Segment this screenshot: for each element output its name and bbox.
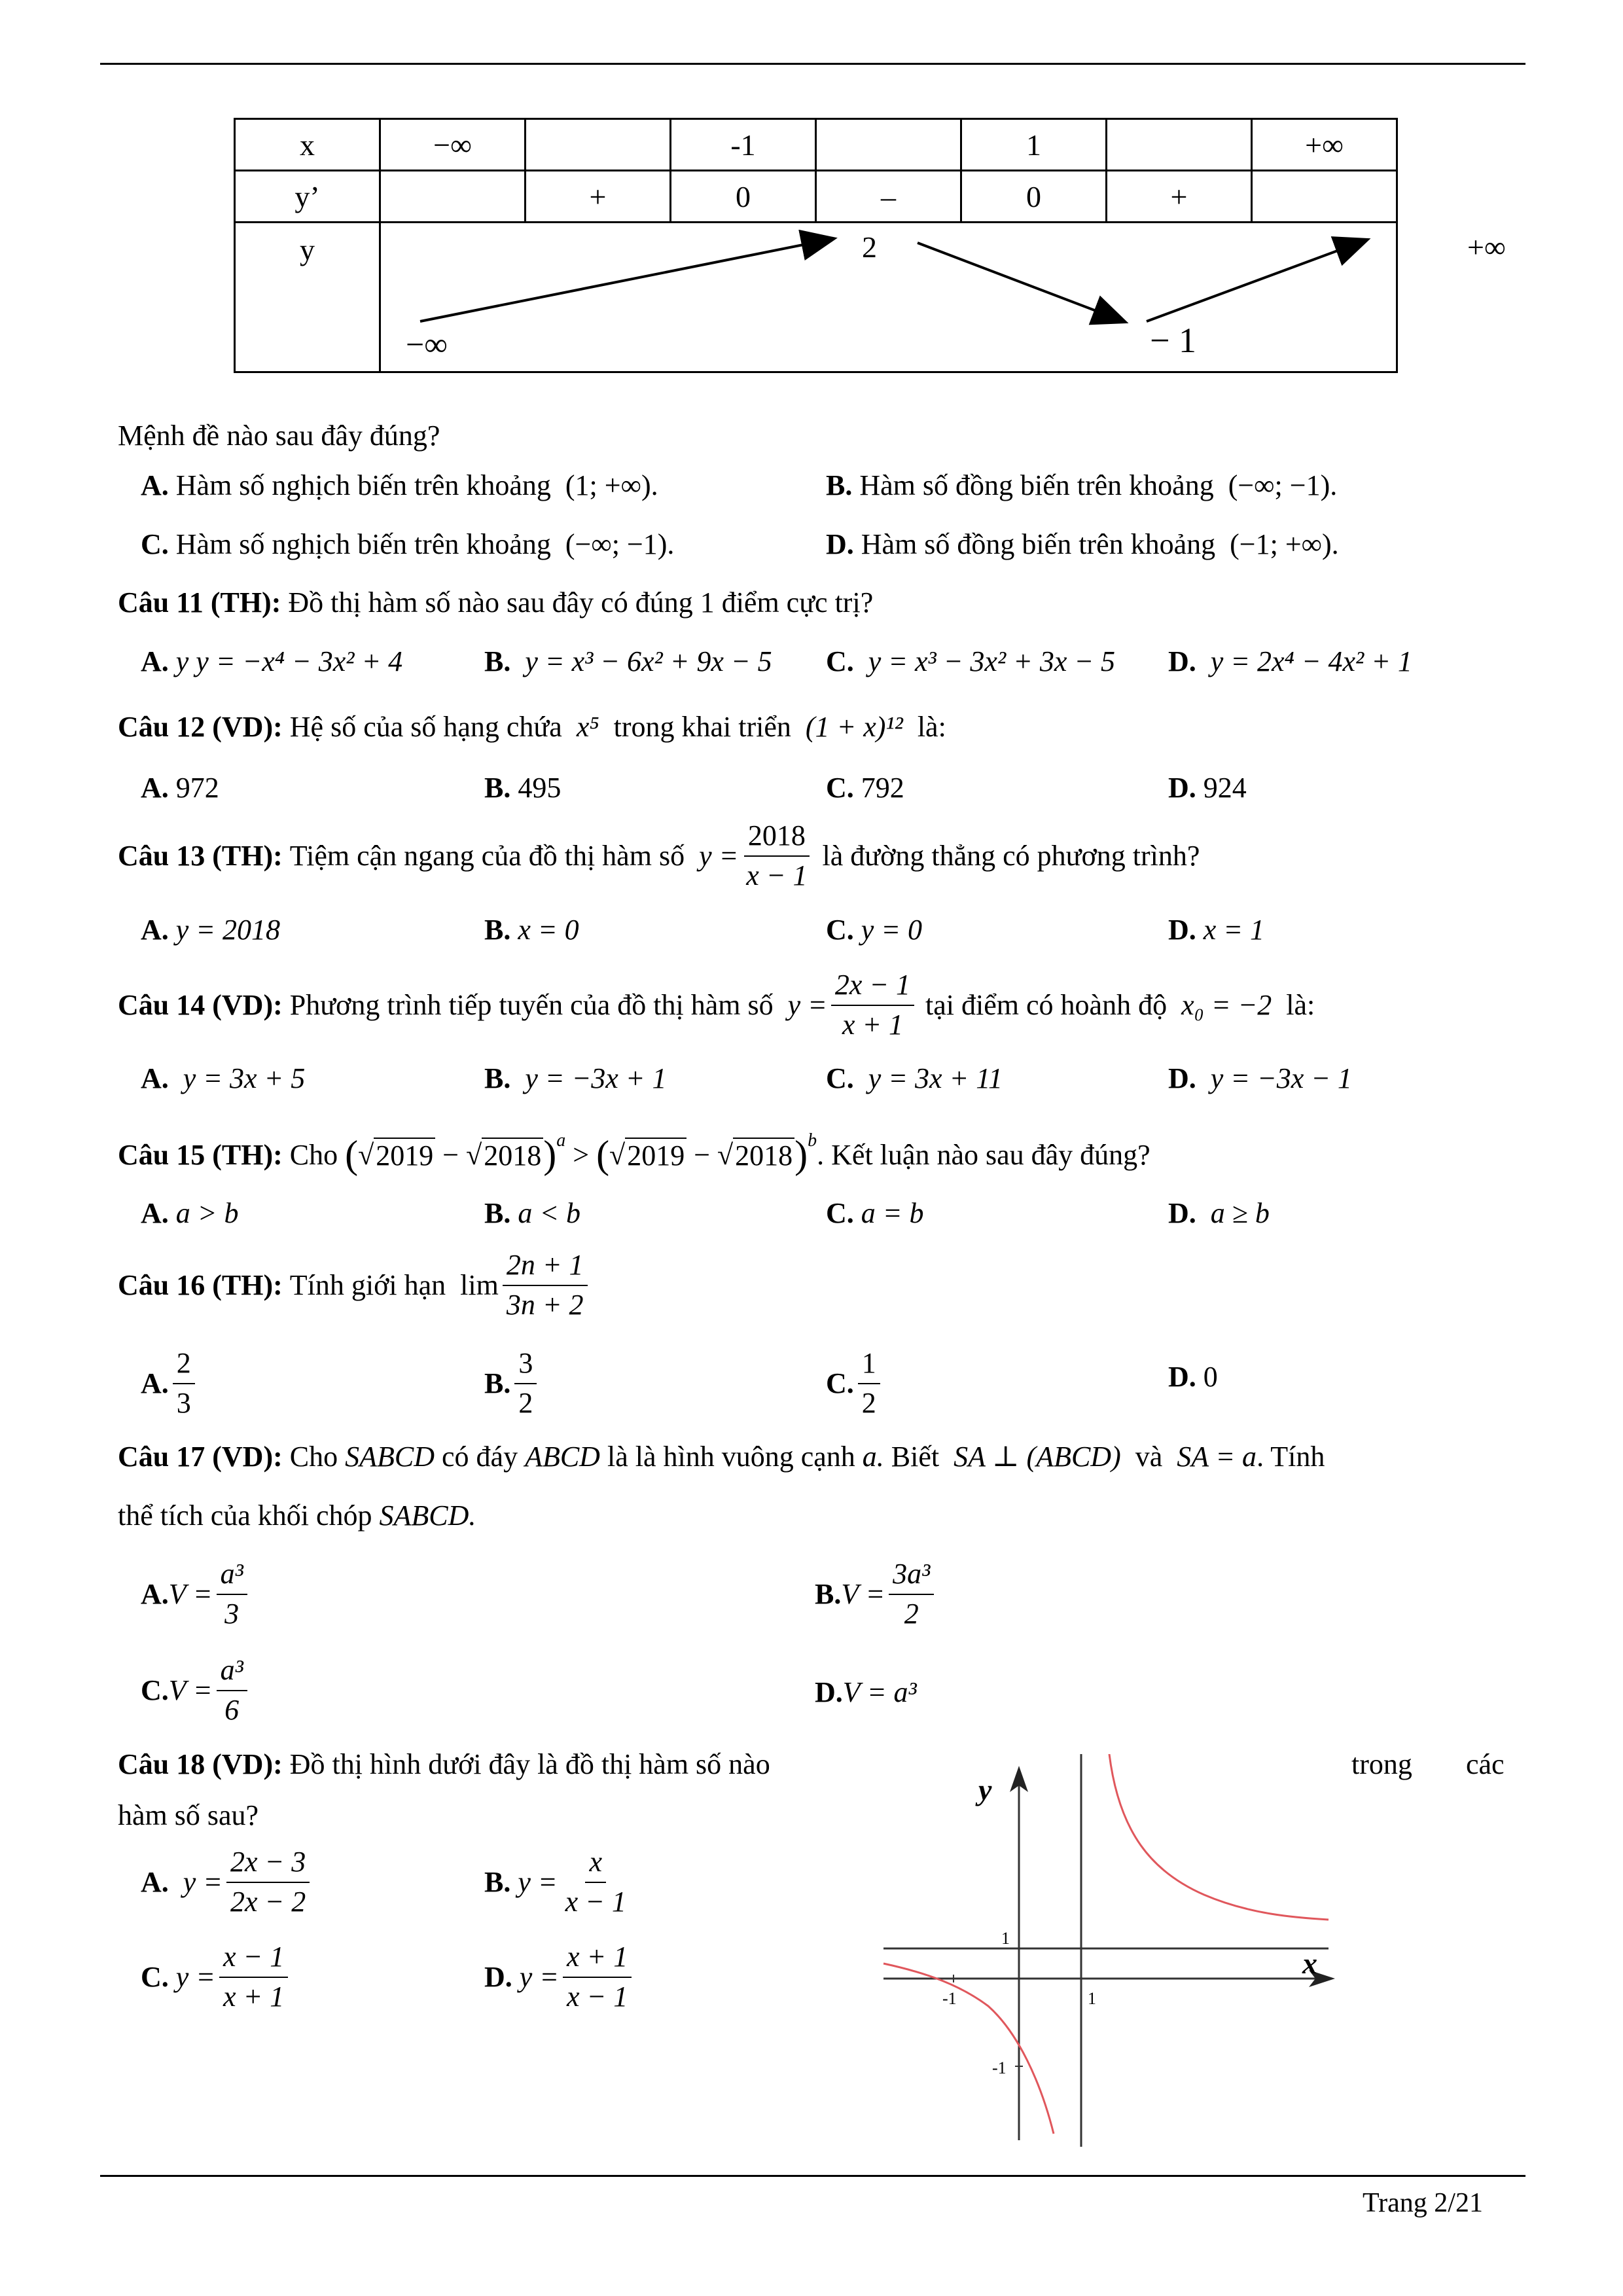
q12-option-b: B. 495 xyxy=(484,772,562,804)
q18-word-cac: các xyxy=(1466,1748,1505,1780)
yprime-label: y’ xyxy=(235,171,380,223)
x-value: −∞ xyxy=(380,119,526,171)
x-value: +∞ xyxy=(1252,119,1397,171)
q16-option-d: D. 0 xyxy=(1168,1361,1218,1393)
q12-question: Câu 12 (VD): Hệ số của số hạng chứa x⁵ trong khai triển (1 + x)¹² là: xyxy=(118,711,946,743)
yprime-sign: 0 xyxy=(671,171,816,223)
q14-option-b: B. y = −3x + 1 xyxy=(484,1062,667,1094)
q15-option-b: B. a < b xyxy=(484,1197,581,1229)
q17-option-b: B. V = $\frac{\text{3a³}}{2}$ xyxy=(815,1558,938,1630)
q16-option-c: C. $\frac{1}{2}$ xyxy=(826,1347,884,1420)
q17-question-line2: thể tích của khối chóp SABCD. xyxy=(118,1499,476,1532)
top-rule xyxy=(100,63,1525,65)
q17-option-a: A. V = $\frac{\text{a³}}{3}$ xyxy=(141,1558,251,1630)
q16-option-a: A. $\frac{2}{3}$ xyxy=(141,1347,199,1420)
x-value: -1 xyxy=(671,119,816,171)
q13-option-a: A. y = 2018 xyxy=(141,914,281,946)
yprime-sign: + xyxy=(1107,171,1252,223)
y-value-min: − 1 xyxy=(1150,321,1196,360)
tick-label: -1 xyxy=(942,1989,957,2008)
q11-option-b: B. y = x³ − 6x² + 9x − 5 xyxy=(484,645,772,677)
y-variation xyxy=(380,223,1506,372)
q18-word-trong: trong xyxy=(1351,1748,1412,1780)
q10-option-d: D. Hàm số đồng biến trên khoảng (−1; +∞). xyxy=(826,528,1339,560)
q18-option-a: A. y = $\frac{2x - 3}{2x - 2}$ xyxy=(141,1846,313,1918)
y-value-plus-inf: +∞ xyxy=(1467,230,1506,264)
q15-option-a: A. a > b xyxy=(141,1197,239,1229)
yprime-sign: 0 xyxy=(961,171,1107,223)
hyperbola-right-branch xyxy=(1109,1754,1329,1920)
hyperbola-graph xyxy=(877,1754,1342,2147)
q18-option-c: C. y = $\frac{x - 1}{x + 1}$ xyxy=(141,1941,292,2013)
arrow-up-1 xyxy=(420,239,832,321)
variation-table xyxy=(234,118,1506,373)
q15-option-d: D. a ≥ b xyxy=(1168,1197,1270,1229)
q17-option-d: D. V = a³ xyxy=(815,1676,917,1708)
q13-question: Câu 13 (TH): Tiệm cận ngang của đồ thị hàm số y = $\frac{2018}{x - 1}$ là đường thẳng có phương trình? xyxy=(118,819,1200,891)
q17-question-line1: Câu 17 (VD): Cho SABCD có đáy ABCD là là hình vuông cạnh a. Biết SA ⊥ (ABCD) và SA = a. Tính xyxy=(118,1441,1325,1473)
tick-label: 1 xyxy=(1088,1989,1096,2008)
q10-option-a: A. Hàm số nghịch biến trên khoảng (1; +∞). xyxy=(141,469,658,501)
q14-option-d: D. y = −3x − 1 xyxy=(1168,1062,1352,1094)
q18-question-line1: Câu 18 (VD): Đồ thị hình dưới đây là đồ thị hàm số nào xyxy=(118,1748,770,1780)
q10-option-c: C. Hàm số nghịch biến trên khoảng (−∞; −1). xyxy=(141,528,675,560)
q11-option-a: A. y y = −x⁴ − 3x² + 4 xyxy=(141,645,403,677)
x-value: 1 xyxy=(961,119,1107,171)
q13-option-c: C. y = 0 xyxy=(826,914,923,946)
q18-option-b: B. y = $\frac{x}{x - 1}$ xyxy=(484,1846,626,1918)
arrow-up-2 xyxy=(1147,240,1366,321)
q11-option-d: D. y = 2x⁴ − 4x² + 1 xyxy=(1168,645,1412,677)
y-value-minus-inf: −∞ xyxy=(406,326,448,363)
q11-question: Câu 11 (TH): Đồ thị hàm số nào sau đây có đúng 1 điểm cực trị? xyxy=(118,586,874,619)
q12-option-c: C. 792 xyxy=(826,772,904,804)
y-axis-label: y xyxy=(978,1773,992,1806)
q12-option-d: D. 924 xyxy=(1168,772,1247,804)
arrow-down xyxy=(918,243,1124,321)
q16-option-b: B. $\frac{3}{2}$ xyxy=(484,1347,541,1420)
q15-option-c: C. a = b xyxy=(826,1197,924,1229)
q14-option-c: C. y = 3x + 11 xyxy=(826,1062,1003,1094)
yprime-sign: – xyxy=(816,171,961,223)
yprime-sign: + xyxy=(526,171,671,223)
q17-option-c: C. V = $\frac{\text{a³}}{6}$ xyxy=(141,1654,251,1727)
tick-label: -1 xyxy=(992,2058,1007,2077)
x-label: x xyxy=(235,119,380,171)
q15-question: Câu 15 (TH): Cho ( √ 2019 − √ 2018 ) $^a$ > ( √ 2019 − √ 2018 ) $^b$ . Kết luận nào sau đây đúng? xyxy=(118,1130,1150,1176)
q11-option-c: C. y = x³ − 3x² + 3x − 5 xyxy=(826,645,1116,677)
tick-label: 1 xyxy=(1001,1929,1010,1948)
bottom-rule xyxy=(100,2175,1525,2177)
q13-option-d: D. x = 1 xyxy=(1168,914,1265,946)
page-number: Trang 2/21 xyxy=(1363,2188,1483,2218)
x-axis-label: x xyxy=(1302,1946,1317,1980)
hyperbola-left-branch xyxy=(883,1964,1054,2134)
variation-arrows xyxy=(381,223,1389,362)
q18-option-d: D. y = $\frac{x + 1}{x - 1}$ xyxy=(484,1941,635,2013)
q14-question: Câu 14 (VD): Phương trình tiếp tuyến của đồ thị hàm số y = $\frac{2x - 1}{x + 1}$ tại điểm có hoành độ x₀ = −2 là: xyxy=(118,969,1315,1041)
q10-question: Mệnh đề nào sau đây đúng? xyxy=(118,420,440,452)
q13-option-b: B. x = 0 xyxy=(484,914,579,946)
q16-question: Câu 16 (TH): Tính giới hạn lim $\frac{2n + 1}{3n + 2}$ xyxy=(118,1249,592,1321)
y-label: y xyxy=(235,223,380,372)
q12-option-a: A. 972 xyxy=(141,772,219,804)
y-value-max: 2 xyxy=(862,230,877,264)
q18-question-line2: hàm số sau? xyxy=(118,1799,259,1831)
q10-option-b: B. Hàm số đồng biến trên khoảng (−∞; −1). xyxy=(826,469,1338,501)
q14-option-a: A. y = 3x + 5 xyxy=(141,1062,306,1094)
